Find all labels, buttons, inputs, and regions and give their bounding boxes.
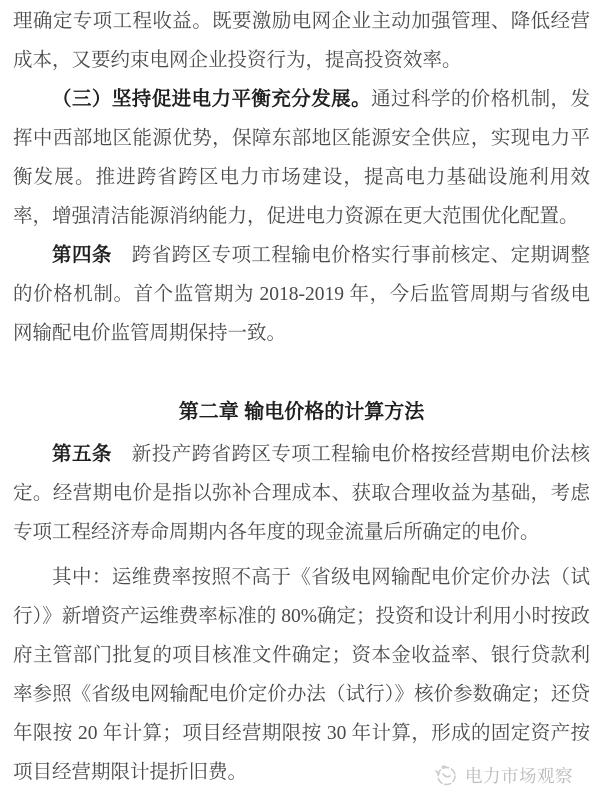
paragraph [13, 236, 590, 353]
text-run: 新投产跨省跨区专项工程输电价格按经营期电价法核定。经营期电价是指以弥补合理成本、获取合理收益为基础，考虑专项工程经济寿命周期内各年度的现金流量后所确定的电价。 [13, 444, 590, 543]
text-run: 其中：运维费率按照不高于《省级电网输配电价定价办法（试行）》新增资产运维费率标准的 80%确定；投资和设计利用小时按政府主管部门批复的项目核准文件确定；资本金收益率、银行贷款利率参照《省级电网输配电价定价办法（试行）》核价参数确定；还贷年限按 20 年计算；项目经营期限按 30 年计算，形成的固定资产按项目经营期限计提折旧费。 [13, 567, 590, 783]
text-run: 跨省跨区专项工程输电价格实行事前核定、定期调整的价格机制。首个监管期为 2018-2019 年，今后监管周期与省级电网输配电价监管周期保持一致。 [13, 245, 590, 344]
paragraph [13, 435, 590, 552]
paragraph [13, 2, 590, 80]
text-run: 理确定专项工程收益。既要激励电网企业主动加强管理、降低经营成本，又要约束电网企业投资行为，提高投资效率。 [13, 11, 590, 71]
paragraph [13, 558, 590, 792]
observer-logo-icon [432, 762, 459, 789]
text-run: 通过科学的价格机制，发挥中西部地区能源优势，保障东部地区能源安全供应，实现电力平衡发展。推进跨省跨区电力市场建设，提高电力基础设施利用效率，增强清洁能源消纳能力，促进电力资源在更大范围优化配置。 [13, 89, 590, 227]
watermark-label: 电力市场观察 [465, 766, 573, 786]
chapter-heading [13, 393, 590, 432]
watermark [432, 762, 573, 789]
paragraph [13, 80, 590, 236]
bold-text-run: 第二章 输电价格的计算方法 [178, 401, 425, 423]
bold-text-run: 第四条 [52, 244, 112, 266]
bold-text-run: （三）坚持促进电力平衡充分发展。 [52, 88, 372, 110]
document-body [13, 2, 590, 792]
bold-text-run: 第五条 [52, 443, 112, 465]
